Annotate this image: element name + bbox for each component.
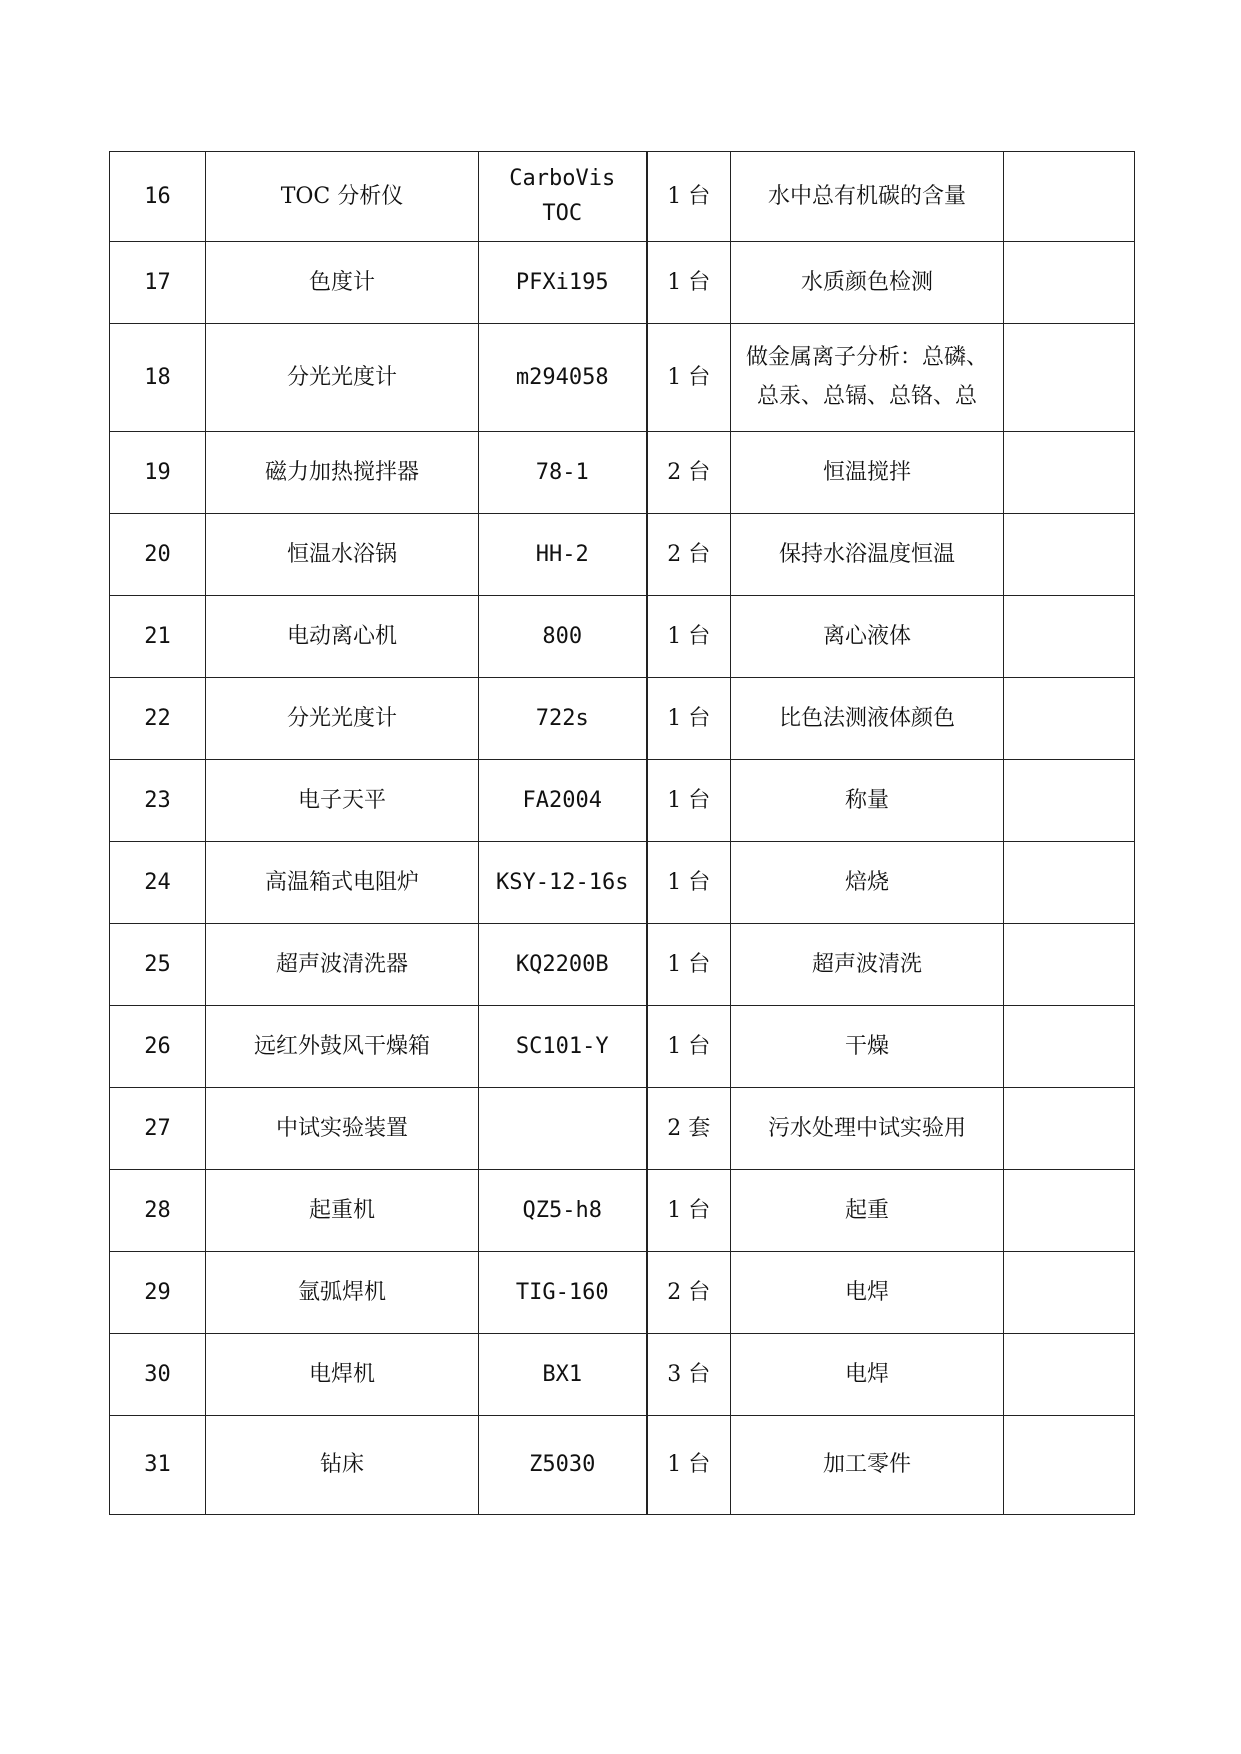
equipment-name: 分光光度计 <box>206 324 479 432</box>
equipment-purpose: 保持水浴温度恒温 <box>731 514 1004 596</box>
table-row <box>110 678 1135 760</box>
equipment-purpose: 做金属离子分析：总磷、总汞、总镉、总铬、总 <box>731 324 1004 432</box>
equipment-quantity: 1 台 <box>647 1006 731 1088</box>
equipment-quantity: 1 台 <box>647 760 731 842</box>
equipment-purpose: 水质颜色检测 <box>731 242 1004 324</box>
equipment-purpose: 称量 <box>731 760 1004 842</box>
equipment-remark <box>1004 596 1135 678</box>
equipment-quantity: 1 台 <box>647 1416 731 1515</box>
equipment-purpose: 起重 <box>731 1170 1004 1252</box>
row-number: 16 <box>110 152 206 242</box>
equipment-quantity: 3 台 <box>647 1334 731 1416</box>
row-number: 26 <box>110 1006 206 1088</box>
equipment-quantity: 1 台 <box>647 242 731 324</box>
equipment-name: 超声波清洗器 <box>206 924 479 1006</box>
table-row <box>110 242 1135 324</box>
table-row <box>110 760 1135 842</box>
equipment-purpose: 水中总有机碳的含量 <box>731 152 1004 242</box>
equipment-remark <box>1004 1334 1135 1416</box>
equipment-purpose: 离心液体 <box>731 596 1004 678</box>
row-number: 24 <box>110 842 206 924</box>
equipment-model: SC101-Y <box>479 1006 647 1088</box>
equipment-remark <box>1004 324 1135 432</box>
table-row <box>110 432 1135 514</box>
table-row <box>110 1170 1135 1252</box>
equipment-purpose: 污水处理中试实验用 <box>731 1088 1004 1170</box>
equipment-remark <box>1004 678 1135 760</box>
equipment-purpose: 超声波清洗 <box>731 924 1004 1006</box>
equipment-model: CarboVis TOC <box>479 152 647 242</box>
equipment-model: FA2004 <box>479 760 647 842</box>
equipment-remark <box>1004 760 1135 842</box>
equipment-name: 高温箱式电阻炉 <box>206 842 479 924</box>
table-row <box>110 324 1135 432</box>
equipment-quantity: 2 台 <box>647 514 731 596</box>
equipment-table <box>109 151 1135 1515</box>
row-number: 31 <box>110 1416 206 1515</box>
table-row <box>110 842 1135 924</box>
equipment-name: 分光光度计 <box>206 678 479 760</box>
equipment-remark <box>1004 152 1135 242</box>
table-row <box>110 1252 1135 1334</box>
row-number: 21 <box>110 596 206 678</box>
equipment-name: 电子天平 <box>206 760 479 842</box>
equipment-table-body <box>110 152 1135 1515</box>
equipment-name: 电焊机 <box>206 1334 479 1416</box>
equipment-quantity: 1 台 <box>647 152 731 242</box>
equipment-remark <box>1004 1252 1135 1334</box>
table-row <box>110 596 1135 678</box>
table-row <box>110 1416 1135 1515</box>
equipment-model: 800 <box>479 596 647 678</box>
row-number: 19 <box>110 432 206 514</box>
equipment-quantity: 2 台 <box>647 432 731 514</box>
row-number: 17 <box>110 242 206 324</box>
row-number: 18 <box>110 324 206 432</box>
table-row <box>110 514 1135 596</box>
equipment-quantity: 1 台 <box>647 924 731 1006</box>
equipment-model: QZ5-h8 <box>479 1170 647 1252</box>
equipment-quantity: 1 台 <box>647 596 731 678</box>
table-row <box>110 1006 1135 1088</box>
equipment-remark <box>1004 924 1135 1006</box>
equipment-model: BX1 <box>479 1334 647 1416</box>
equipment-remark <box>1004 514 1135 596</box>
equipment-model: 78-1 <box>479 432 647 514</box>
equipment-name: 起重机 <box>206 1170 479 1252</box>
equipment-purpose: 电焊 <box>731 1334 1004 1416</box>
equipment-model <box>479 1088 647 1170</box>
equipment-model: KQ2200B <box>479 924 647 1006</box>
equipment-quantity: 1 台 <box>647 842 731 924</box>
equipment-purpose: 加工零件 <box>731 1416 1004 1515</box>
equipment-model: Z5030 <box>479 1416 647 1515</box>
table-row <box>110 152 1135 242</box>
equipment-model: KSY-12-16s <box>479 842 647 924</box>
row-number: 28 <box>110 1170 206 1252</box>
equipment-name: 中试实验装置 <box>206 1088 479 1170</box>
table-row <box>110 1334 1135 1416</box>
row-number: 25 <box>110 924 206 1006</box>
row-number: 29 <box>110 1252 206 1334</box>
row-number: 22 <box>110 678 206 760</box>
row-number: 27 <box>110 1088 206 1170</box>
equipment-purpose: 干燥 <box>731 1006 1004 1088</box>
equipment-name: 恒温水浴锅 <box>206 514 479 596</box>
equipment-name: 氩弧焊机 <box>206 1252 479 1334</box>
equipment-remark <box>1004 1006 1135 1088</box>
equipment-remark <box>1004 842 1135 924</box>
equipment-model: TIG-160 <box>479 1252 647 1334</box>
row-number: 30 <box>110 1334 206 1416</box>
equipment-purpose: 恒温搅拌 <box>731 432 1004 514</box>
equipment-name: TOC 分析仪 <box>206 152 479 242</box>
table-row <box>110 924 1135 1006</box>
equipment-remark <box>1004 242 1135 324</box>
equipment-remark <box>1004 1416 1135 1515</box>
equipment-name: 钻床 <box>206 1416 479 1515</box>
equipment-quantity: 2 套 <box>647 1088 731 1170</box>
equipment-name: 磁力加热搅拌器 <box>206 432 479 514</box>
equipment-quantity: 2 台 <box>647 1252 731 1334</box>
equipment-quantity: 1 台 <box>647 678 731 760</box>
equipment-remark <box>1004 1170 1135 1252</box>
equipment-purpose: 焙烧 <box>731 842 1004 924</box>
equipment-remark <box>1004 432 1135 514</box>
row-number: 20 <box>110 514 206 596</box>
equipment-model: m294058 <box>479 324 647 432</box>
equipment-purpose: 电焊 <box>731 1252 1004 1334</box>
table-row <box>110 1088 1135 1170</box>
equipment-model: 722s <box>479 678 647 760</box>
equipment-quantity: 1 台 <box>647 1170 731 1252</box>
equipment-purpose: 比色法测液体颜色 <box>731 678 1004 760</box>
equipment-name: 色度计 <box>206 242 479 324</box>
equipment-name: 电动离心机 <box>206 596 479 678</box>
row-number: 23 <box>110 760 206 842</box>
equipment-name: 远红外鼓风干燥箱 <box>206 1006 479 1088</box>
equipment-quantity: 1 台 <box>647 324 731 432</box>
equipment-model: HH-2 <box>479 514 647 596</box>
equipment-remark <box>1004 1088 1135 1170</box>
equipment-model: PFXi195 <box>479 242 647 324</box>
